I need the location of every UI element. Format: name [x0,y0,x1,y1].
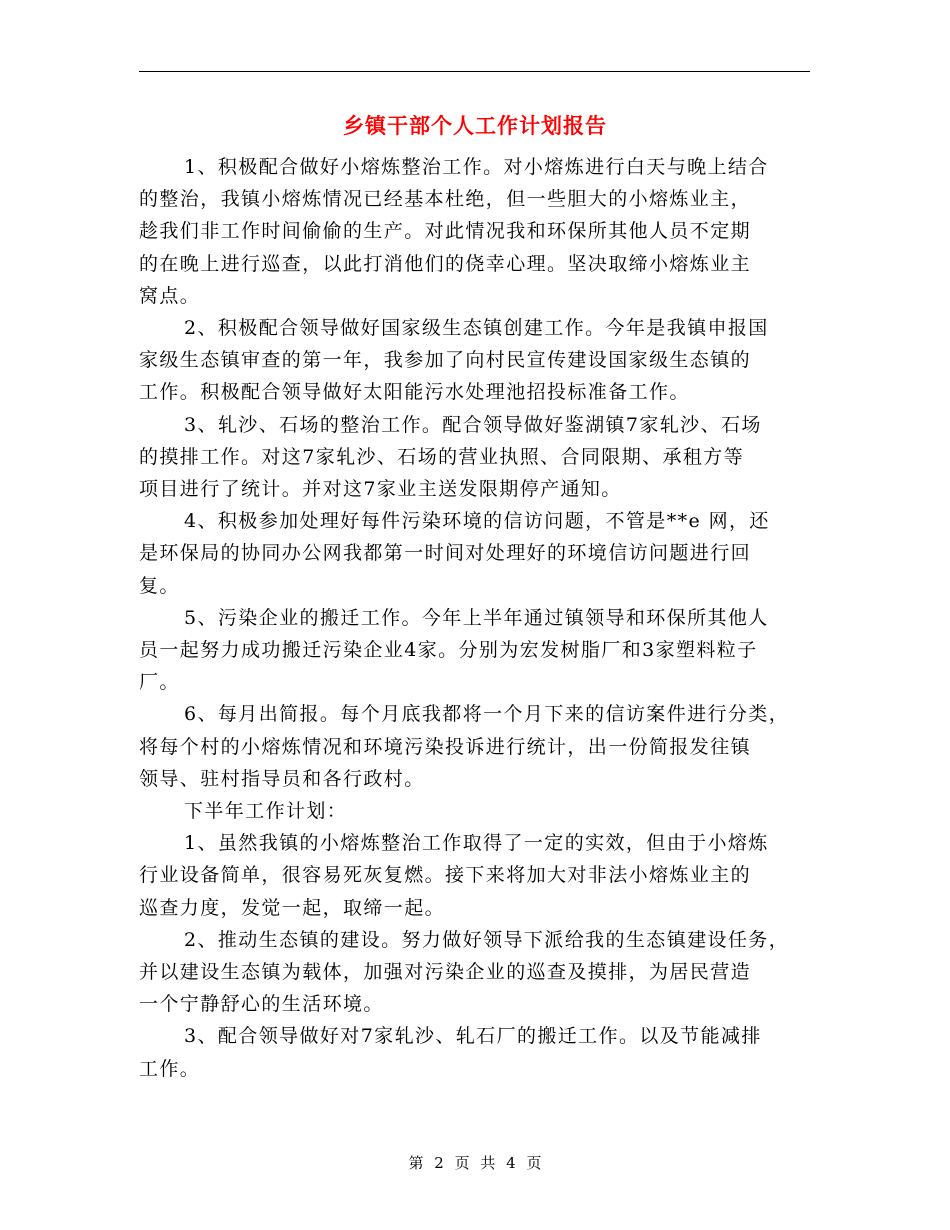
paragraph-plan-1 [139,827,814,924]
paragraph-line: 项目进行了统计。并对这7家业主送发限期停产通知。 [139,478,622,501]
paragraph-line: 并以建设生态镇为载体，加强对污染企业的巡查及摸排，为居民营造 [139,961,752,984]
paragraph-line: 行业设备简单，很容易死灰复燃。接下来将加大对非法小熔炼业主的 [139,864,752,887]
paragraph-line: 的在晚上进行巡查，以此打消他们的侥幸心理。坚决取缔小熔炼业主 [139,252,752,275]
paragraph-line: 6、每月出简报。每个月底我都将一个月下来的信访案件进行分类， [184,703,790,726]
document-body [139,151,814,1085]
paragraph-1 [139,151,814,312]
paragraph-line: 2、积极配合领导做好国家级生态镇创建工作。今年是我镇申报国 [184,317,769,340]
paragraph-line: 是环保局的协同办公网我都第一时间对处理好的环境信访问题进行回 [139,542,752,565]
paragraph-4 [139,505,814,602]
page-number-footer: 第 2 页 共 4 页 [408,1154,542,1172]
paragraph-6 [139,698,814,795]
paragraph-line: 领导、驻村指导员和各行政村。 [139,767,425,790]
paragraph-line: 员一起努力成功搬迁污染企业4家。分别为宏发树脂厂和3家塑料粒子 [139,639,758,662]
paragraph-line: 下半年工作计划： [184,800,348,823]
paragraph-2 [139,312,814,409]
section-heading-second-half-plan [139,795,814,827]
paragraph-line: 窝点。 [139,284,201,307]
document-title: 乡镇干部个人工作计划报告 [343,114,607,138]
paragraph-line: 趁我们非工作时间偷偷的生产。对此情况我和环保所其他人员不定期 [139,220,752,243]
paragraph-line: 3、轧沙、石场的整治工作。配合领导做好鉴湖镇7家轧沙、石场 [184,413,762,436]
paragraph-line: 5、污染企业的搬迁工作。今年上半年通过镇领导和环保所其他人 [184,606,769,629]
paragraph-line: 的摸排工作。对这7家轧沙、石场的营业执照、合同限期、承租方等 [139,445,745,468]
paragraph-line: 巡查力度，发觉一起，取缔一起。 [139,896,446,919]
paragraph-plan-3 [139,1020,814,1084]
paragraph-line: 1、虽然我镇的小熔炼整治工作取得了一定的实效，但由于小熔炼 [184,832,769,855]
paragraph-line: 厂。 [139,671,180,694]
paragraph-line: 家级生态镇审查的第一年，我参加了向村民宣传建设国家级生态镇的 [139,349,752,372]
paragraph-line: 一个宁静舒心的生活环境。 [139,993,384,1016]
paragraph-plan-2 [139,924,814,1021]
paragraph-line: 3、配合领导做好对7家轧沙、轧石厂的搬迁工作。以及节能减排 [184,1025,762,1048]
paragraph-line: 2、推动生态镇的建设。努力做好领导下派给我的生态镇建设任务， [184,928,790,951]
paragraph-line: 复。 [139,574,180,597]
paragraph-line: 工作。积极配合领导做好太阳能污水处理池招投标准备工作。 [139,381,690,404]
paragraph-5 [139,602,814,699]
paragraph-line: 4、积极参加处理好每件污染环境的信访问题，不管是**e 网，还 [184,510,770,533]
header-rule [139,71,810,72]
paragraph-line: 将每个村的小熔炼情况和环境污染投诉进行统计，出一份简报发往镇 [139,735,752,758]
paragraph-line: 的整治，我镇小熔炼情况已经基本杜绝，但一些胆大的小熔炼业主， [139,188,752,211]
paragraph-line: 1、积极配合做好小熔炼整治工作。对小熔炼进行白天与晚上结合 [184,156,769,178]
paragraph-3 [139,409,814,506]
paragraph-line: 工作。 [139,1057,201,1080]
